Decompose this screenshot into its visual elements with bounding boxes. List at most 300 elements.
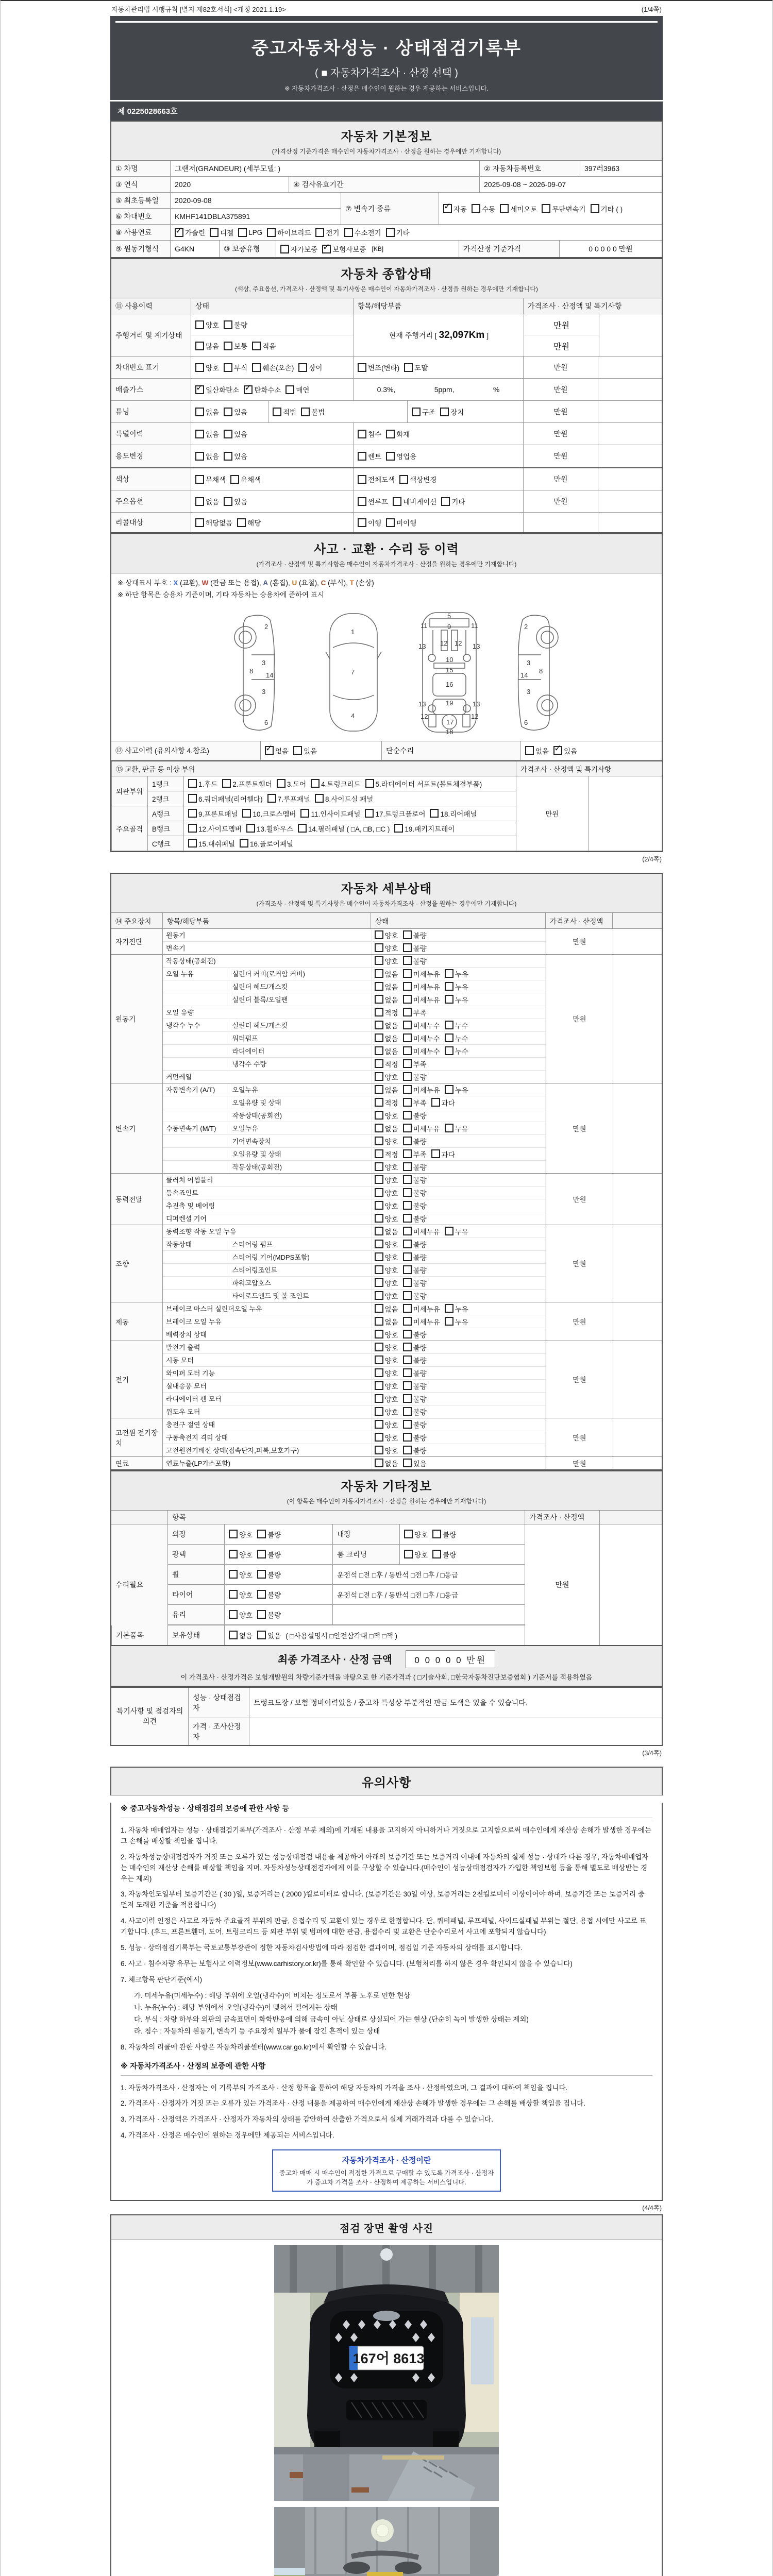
checkbox-option[interactable]: 불량 (403, 1419, 427, 1430)
checkbox-icon (445, 1304, 453, 1313)
checkbox-option[interactable]: 미세누유 (403, 994, 440, 1005)
checkbox-option[interactable]: 불량 (403, 1406, 427, 1417)
checkbox-option[interactable]: 있음 (257, 1630, 281, 1640)
svg-text:13: 13 (418, 700, 426, 708)
vin-mark-options (195, 362, 327, 372)
checkbox-option[interactable]: ✓ 자동 (443, 204, 467, 214)
checkbox-option[interactable]: 이행 (358, 517, 381, 528)
checkbox-icon (375, 1459, 383, 1467)
checkbox-option[interactable]: 없음 (375, 1033, 398, 1043)
checkbox-icon (445, 1124, 453, 1132)
checkbox-option[interactable]: 불량 (403, 1445, 427, 1455)
checkbox-icon (375, 1085, 383, 1094)
overall-status-table (110, 298, 663, 533)
checkbox-option[interactable]: 없음 (229, 1630, 253, 1640)
checkbox-option[interactable]: 없음 (195, 429, 219, 439)
checkbox-option[interactable]: 불량 (224, 319, 247, 330)
checkbox-option[interactable]: 영업용 (386, 451, 416, 461)
checkbox-icon (375, 1420, 383, 1429)
checkbox-option[interactable]: 없음 (525, 745, 549, 756)
checkbox-option[interactable]: 있음 (293, 745, 317, 756)
base-price-label: 가격산정 기준가격 (459, 241, 560, 257)
basic-info-table (110, 161, 663, 258)
notice-item: 나. 누유(누수) : 해당 부위에서 오일(냉각수)이 맺혀서 떨어지는 상태 (134, 2003, 338, 2011)
checkbox-option[interactable]: 8.사이드실 패널 (315, 793, 373, 804)
checkbox-option[interactable]: 양호 (375, 1110, 398, 1121)
checkbox-option[interactable]: 디젤 (210, 227, 233, 238)
checkbox-option[interactable]: 양호 (229, 1589, 253, 1600)
checkbox-option[interactable]: 불량 (257, 1589, 281, 1600)
checkbox-option[interactable]: 양호 (375, 1355, 398, 1365)
checkbox-option[interactable]: 부족 (403, 1149, 427, 1159)
detail-state-cell (371, 1212, 546, 1225)
checkbox-option[interactable]: 전체도색 (358, 474, 395, 484)
checkbox-option[interactable]: 양호 (229, 1549, 253, 1560)
tire-label: 타이어 (168, 1585, 225, 1604)
checkbox-icon (188, 824, 197, 833)
checkbox-option[interactable]: 미세누수 (403, 1033, 440, 1043)
checkbox-option[interactable]: 양호 (375, 1419, 398, 1430)
checkbox-option[interactable]: 18.리어패널 (430, 808, 477, 819)
checkbox-option[interactable]: 양호 (375, 1291, 398, 1301)
code-x: X (173, 579, 178, 587)
checkbox-option[interactable]: 미세누유 (403, 981, 440, 992)
checkbox-icon (375, 1072, 383, 1081)
checkbox-icon (267, 228, 276, 237)
checkbox-option[interactable]: 양호 (375, 1239, 398, 1249)
checkbox-option[interactable]: 불량 (432, 1549, 456, 1560)
checkbox-option[interactable]: 13.휠하우스 (246, 823, 293, 834)
checkbox-option[interactable]: 누유 (445, 981, 468, 992)
detail-item-category: 자동변속기 (A/T) (163, 1083, 229, 1096)
checkbox-option[interactable]: 불량 (403, 1188, 427, 1198)
group-price-unit: 만원 (546, 1174, 613, 1225)
tuning-options (195, 406, 252, 417)
detail-item-category: 오일 누유 (163, 967, 229, 980)
tire-positions: 운전석 □전 □후 / 동반석 □전 □후 / □응급 (337, 1591, 458, 1599)
checkbox-option[interactable]: 색상변경 (399, 474, 436, 484)
checkbox-option[interactable]: 무단변속기 (542, 204, 585, 214)
group-note (613, 1225, 662, 1302)
group-note (613, 1302, 662, 1341)
checkbox-option[interactable]: 없음 (195, 406, 219, 417)
checkbox-icon (403, 1420, 412, 1429)
checkbox-option[interactable]: 누유 (445, 1084, 468, 1095)
checkbox-option[interactable]: 누유 (445, 994, 468, 1005)
group-note (613, 929, 662, 954)
checkbox-option[interactable]: 19.패키지트레이 (394, 823, 455, 834)
detail-item-category: 고전원전기배선 상태(접속단자,피복,보호기구) (163, 1444, 371, 1456)
checkbox-option[interactable]: ✓ 보험사보증 (322, 244, 366, 254)
notice-item: 가. 미세누유(미세누수) : 해당 부위에 오일(냉각수)이 비치는 정도로서 부품 노후로 인한 현상 (134, 1991, 411, 1999)
checkbox-icon (188, 794, 197, 803)
checkbox-option[interactable]: 많음 (195, 341, 219, 351)
detail-row (163, 1379, 546, 1392)
photo-section-header (110, 2214, 663, 2240)
checkbox-option[interactable]: 4.트렁크리드 (311, 778, 360, 789)
detail-item-category: 등속죠인트 (163, 1186, 371, 1199)
checkbox-option[interactable]: 불량 (403, 1072, 427, 1082)
checkbox-option[interactable]: 6.쿼더패널(리어휀다) (188, 793, 263, 804)
checkbox-option[interactable]: 기타 ( ) (591, 204, 623, 214)
checkbox-option[interactable]: 양호 (375, 1381, 398, 1391)
checkbox-option[interactable]: 불량 (403, 1342, 427, 1352)
checkbox-option[interactable]: 없음 (375, 994, 398, 1005)
checkbox-option[interactable]: 부족 (403, 1007, 427, 1018)
checkbox-option[interactable]: 불량 (403, 930, 427, 940)
detail-item-category: 작동상태 (163, 1238, 229, 1250)
checkbox-option[interactable]: 양호 (229, 1609, 253, 1620)
checkbox-option[interactable]: 양호 (375, 956, 398, 966)
checkbox-option[interactable]: 누유 (445, 1123, 468, 1133)
checkbox-option[interactable]: 9.프론트패널 (188, 808, 238, 819)
checkbox-option[interactable]: 불량 (403, 1200, 427, 1211)
checkbox-option[interactable]: 불량 (403, 1110, 427, 1121)
svg-text:3: 3 (527, 658, 531, 667)
checkbox-option[interactable]: 양호 (375, 1445, 398, 1455)
checkbox-option[interactable]: 불법 (301, 406, 325, 417)
checkbox-option[interactable]: 없음 (375, 1046, 398, 1056)
checkbox-icon (240, 839, 248, 848)
checkbox-option[interactable]: 침수 (358, 429, 381, 439)
current-mileage-value: 32,097Km (439, 329, 485, 341)
checkbox-option[interactable]: 불량 (257, 1569, 281, 1580)
checkbox-option[interactable]: 불량 (403, 943, 427, 953)
checkbox-icon (403, 1149, 412, 1158)
checkbox-option[interactable]: 수소전기 (344, 227, 381, 238)
code-a: A (263, 579, 268, 587)
checkbox-option[interactable]: 적법 (273, 406, 296, 417)
checkbox-option[interactable]: 기타 (441, 496, 465, 506)
checkbox-option[interactable]: 있음 (224, 451, 247, 461)
checkbox-option[interactable]: 양호 (375, 1432, 398, 1443)
notice-item: 1. 자동차 매매업자는 성능 · 상태점검기록부(가격조사 · 산정 부분 제외)에 기재된 내용을 고지하지 아니하거나 거짓으로 고지함으로써 매수인에게 재산상 손해가 발생한 경우에는 그 손해를 배상할 책임을 집니다. (121, 1826, 652, 1845)
checkbox-icon (403, 1459, 412, 1467)
checkbox-option[interactable]: ✓ 탄화수소 (244, 384, 281, 395)
car-name-label: ① 차명 (111, 161, 171, 176)
checkbox-option[interactable]: 불량 (403, 956, 427, 966)
checkbox-option[interactable]: 미세누수 (403, 1020, 440, 1030)
detail-item-category: 윈도우 모터 (163, 1405, 371, 1418)
checkbox-option[interactable]: 불량 (403, 1239, 427, 1249)
checkbox-icon (553, 746, 562, 755)
checkbox-option[interactable]: 없음 (375, 981, 398, 992)
checkbox-option[interactable]: 누유 (445, 1226, 468, 1236)
detail-item-part: 작동상태(공회전) (229, 1160, 371, 1173)
checkbox-option[interactable]: 없음 (375, 1020, 398, 1030)
checkbox-option[interactable]: 양호 (375, 1368, 398, 1378)
checkbox-option[interactable]: 양호 (375, 943, 398, 953)
detail-row (163, 1341, 546, 1354)
checkbox-icon (404, 363, 413, 372)
checkbox-icon (375, 1433, 383, 1442)
checkbox-option[interactable]: 상이 (298, 362, 322, 372)
checkbox-option[interactable]: 전기 (315, 227, 339, 238)
checkbox-option[interactable]: 불량 (403, 1432, 427, 1443)
checkbox-option[interactable]: 불량 (257, 1549, 281, 1560)
detail-state-cell (371, 1250, 545, 1263)
checkbox-option[interactable]: 없음 (375, 1316, 398, 1327)
checkbox-option[interactable]: 미이행 (386, 517, 416, 528)
warranty-options (280, 244, 371, 254)
checkbox-option[interactable]: 불량 (403, 1213, 427, 1224)
checkbox-icon (365, 809, 374, 818)
checkbox-icon (375, 969, 383, 978)
checkbox-icon (403, 1085, 412, 1094)
notice-item: 4. 가격조사 · 산정은 매수인이 원하는 경우에만 제공되는 서비스입니다. (121, 2131, 334, 2140)
checkbox-option[interactable]: 있음 (224, 429, 247, 439)
checkbox-icon (403, 943, 412, 952)
detail-item-category: 동력조향 작동 오일 누유 (163, 1225, 371, 1238)
svg-text:12: 12 (440, 639, 448, 647)
checkbox-option[interactable]: 네비게이션 (393, 496, 436, 506)
checkbox-option[interactable]: 7.루프패널 (267, 793, 310, 804)
detail-state-cell (371, 1315, 546, 1328)
detail-state-cell (371, 1418, 545, 1431)
checkbox-option[interactable]: 불량 (403, 1329, 427, 1340)
detail-status-table (110, 913, 663, 1470)
checkbox-option[interactable]: 적음 (252, 341, 276, 351)
checkbox-option[interactable]: 불량 (403, 1175, 427, 1185)
emission-options (195, 384, 314, 395)
checkbox-option[interactable]: 무채색 (195, 474, 226, 484)
checkbox-option[interactable]: 없음 (195, 496, 219, 506)
document-number: 제 0225028663호 (110, 100, 663, 121)
checkbox-option[interactable]: 있음 (224, 406, 247, 417)
checkbox-option[interactable]: 양호 (375, 1162, 398, 1172)
rank-note (589, 776, 662, 851)
checkbox-option[interactable]: 불량 (257, 1529, 281, 1539)
checkbox-option[interactable]: 양호 (375, 1394, 398, 1404)
checkbox-option[interactable]: 불량 (403, 1368, 427, 1378)
checkbox-option[interactable]: 누수 (445, 1020, 468, 1030)
price-unit: 만원 (524, 357, 598, 378)
device-label: 원동기 (111, 955, 163, 1083)
checkbox-option[interactable]: 16.플로어패널 (240, 838, 293, 849)
checkbox-option[interactable]: 과다 (431, 1097, 455, 1108)
group-price-unit: 만원 (546, 1457, 613, 1469)
checkbox-option[interactable]: 양호 (404, 1529, 428, 1539)
checkbox-option[interactable]: 양호 (375, 1329, 398, 1340)
checkbox-option[interactable]: 수동 (472, 204, 495, 214)
checkbox-option[interactable]: 미세누유 (403, 1123, 440, 1133)
checkbox-icon (375, 1111, 383, 1120)
rank-price-unit: 만원 (516, 776, 589, 851)
checkbox-option[interactable]: 불량 (403, 1162, 427, 1172)
checkbox-icon (403, 1072, 412, 1081)
checkbox-option[interactable]: 적정 (375, 1149, 398, 1159)
detail-group (111, 1225, 662, 1302)
checkbox-option[interactable]: 5.라디에이터 서포트(볼트체결부품) (365, 778, 482, 789)
checkbox-option[interactable]: 양호 (375, 1406, 398, 1417)
mileage-label: 주행거리 및 계기상태 (111, 314, 191, 356)
checkbox-option[interactable]: ✓ 없음 (265, 745, 289, 756)
detail-row (163, 1134, 546, 1147)
checkbox-icon (375, 1278, 383, 1287)
checkbox-option[interactable]: 없음 (375, 969, 398, 979)
simple-repair-label: 단순수리 (382, 741, 521, 760)
checkbox-option[interactable]: 미세누유 (403, 969, 440, 979)
checkbox-option[interactable]: 미세누수 (403, 1046, 440, 1056)
checkbox-option[interactable]: 불량 (403, 1355, 427, 1365)
checkbox-option[interactable]: 양호 (375, 1175, 398, 1185)
checkbox-option[interactable]: 미세누유 (403, 1316, 440, 1327)
checkbox-option[interactable]: 매연 (285, 384, 309, 395)
detail-item-part: 라디에이터 (229, 1044, 371, 1057)
checkbox-option[interactable]: 변조(변타) (358, 362, 399, 372)
checkbox-option[interactable]: 1.후드 (188, 778, 217, 789)
checkbox-option[interactable]: 없음 (195, 451, 219, 461)
checkbox-option[interactable]: 양호 (375, 1213, 398, 1224)
checkbox-icon (375, 1381, 383, 1390)
checkbox-option[interactable]: 도말 (404, 362, 428, 372)
checkbox-option[interactable]: 15.대쉬패널 (188, 838, 235, 849)
checkbox-icon (403, 1214, 412, 1223)
checkbox-option[interactable]: 해당없음 (195, 517, 232, 528)
checkbox-icon (403, 1124, 412, 1132)
checkbox-option[interactable]: 적정 (375, 1007, 398, 1018)
wheel-label: 휠 (168, 1565, 225, 1584)
checkbox-option[interactable]: 양호 (375, 1278, 398, 1288)
checkbox-option[interactable]: 12.사이드멤버 (188, 823, 242, 834)
checkbox-option[interactable]: 17.트렁크플로어 (365, 808, 425, 819)
car-diagram (111, 605, 662, 741)
checkbox-option[interactable]: 불량 (403, 1381, 427, 1391)
checkbox-icon (375, 1227, 383, 1235)
checkbox-option[interactable]: 해당 (237, 517, 261, 528)
checkbox-option[interactable]: 양호 (375, 1136, 398, 1146)
checkbox-option[interactable]: 양호 (375, 930, 398, 940)
checkbox-option[interactable]: 양호 (375, 1072, 398, 1082)
year-value: 2020 (171, 177, 289, 192)
checkbox-option[interactable]: 불량 (403, 1291, 427, 1301)
detail-state-cell (371, 1444, 545, 1456)
checkbox-option[interactable]: 미세누유 (403, 1084, 440, 1095)
checkbox-option[interactable]: 11.인사이드패널 (300, 808, 360, 819)
checkbox-icon (224, 342, 232, 350)
checkbox-option[interactable]: 양호 (375, 1252, 398, 1262)
checkbox-option[interactable]: 불량 (403, 1136, 427, 1146)
checkbox-option[interactable]: 불량 (403, 1252, 427, 1262)
checkbox-option[interactable]: 불량 (403, 1265, 427, 1275)
checkbox-option[interactable]: 유채색 (230, 474, 261, 484)
outer-panel-label: 외판부위 (112, 776, 148, 806)
checkbox-option[interactable]: 불량 (432, 1529, 456, 1539)
checkbox-option[interactable]: 세미오토 (500, 204, 537, 214)
checkbox-option[interactable]: 장치 (440, 406, 464, 417)
checkbox-option[interactable]: 누유 (445, 1303, 468, 1314)
checkbox-option[interactable]: 구조 (412, 406, 435, 417)
group-price-unit: 만원 (546, 1083, 613, 1173)
svg-text:16: 16 (446, 680, 453, 688)
opinion-label: 특기사항 및 점검자의 의견 (111, 1688, 189, 1745)
color-change-options (358, 474, 441, 484)
detail-state-cell (371, 1405, 546, 1418)
checkbox-option[interactable]: 있음 (224, 496, 247, 506)
checkbox-option[interactable]: 없음 (375, 1458, 398, 1468)
detail-row (163, 1083, 546, 1096)
checkbox-option[interactable]: 없음 (375, 1084, 398, 1095)
checkbox-option[interactable]: 10.크로스멤버 (242, 808, 296, 819)
checkbox-option[interactable]: 누수 (445, 1046, 468, 1056)
checkbox-option[interactable]: 불량 (403, 1394, 427, 1404)
checkbox-option[interactable]: 훼손(오손) (252, 362, 294, 372)
checkbox-option[interactable]: 양호 (195, 362, 219, 372)
checkbox-option[interactable]: 양호 (229, 1569, 253, 1580)
photo-section-title: 점검 장면 촬영 사진 (339, 2223, 434, 2235)
checkbox-option[interactable]: ✓ 가솔린 (175, 227, 205, 238)
checkbox-option[interactable]: 없음 (375, 1123, 398, 1133)
checkbox-icon (375, 1343, 383, 1351)
checkbox-option[interactable]: 양호 (375, 1188, 398, 1198)
checkbox-icon (403, 1021, 412, 1029)
checkbox-option[interactable]: 부족 (403, 1097, 427, 1108)
checkbox-option[interactable]: ✓ 있음 (553, 745, 577, 756)
checkbox-option[interactable]: 화재 (386, 429, 410, 439)
checkbox-option[interactable]: 미세누유 (403, 1303, 440, 1314)
checkbox-option[interactable]: LPG (238, 228, 262, 237)
checkbox-option[interactable]: 양호 (375, 1342, 398, 1352)
checkbox-option[interactable]: 미세누유 (403, 1226, 440, 1236)
checkbox-option[interactable]: 누유 (445, 1316, 468, 1327)
detail-item-category: 브레이크 마스터 실린더오일 누유 (163, 1302, 371, 1315)
checkbox-option[interactable]: 보통 (224, 341, 247, 351)
checkbox-option[interactable]: 양호 (404, 1549, 428, 1560)
checkbox-option[interactable]: 불량 (257, 1609, 281, 1620)
detail-row (163, 1238, 546, 1250)
checkbox-option[interactable]: 적정 (375, 1059, 398, 1069)
checkbox-option[interactable]: 부족 (403, 1059, 427, 1069)
checkbox-icon (443, 204, 452, 213)
svg-text:15: 15 (446, 666, 453, 674)
checkbox-option[interactable]: 없음 (375, 1303, 398, 1314)
detail-state-cell (371, 1122, 546, 1134)
checkbox-option[interactable]: 양호 (229, 1529, 253, 1539)
checkbox-option[interactable]: 자가보증 (280, 244, 317, 254)
checkbox-option[interactable]: 기타 (386, 227, 410, 238)
price-unit: 만원 (524, 490, 598, 512)
checkbox-option[interactable]: 불량 (403, 1278, 427, 1288)
vin-mark-options-2 (358, 362, 432, 372)
rankC-items (188, 838, 512, 849)
checkbox-option[interactable]: 하이브리드 (267, 227, 311, 238)
checkbox-option[interactable]: 14.필러패널 ( □A, □B, □C ) (298, 823, 390, 834)
checkbox-option[interactable]: 썬루프 (358, 496, 388, 506)
checkbox-option[interactable]: 누유 (445, 969, 468, 979)
checkbox-option[interactable]: 과다 (431, 1149, 455, 1159)
checkbox-option[interactable]: 부식 (224, 362, 247, 372)
checkbox-option[interactable]: 양호 (375, 1200, 398, 1211)
detail-item-part: 스티어링 기어(MDPS포함) (229, 1250, 371, 1263)
checkbox-option[interactable]: 렌트 (358, 451, 381, 461)
checkbox-option[interactable]: 2.프론트휀더 (222, 778, 272, 789)
checkbox-option[interactable]: 적정 (375, 1097, 398, 1108)
detail-item-category: 연료누출(LP가스포함) (163, 1457, 371, 1469)
checkbox-option[interactable]: 양호 (375, 1265, 398, 1275)
checkbox-option[interactable]: 있음 (403, 1458, 427, 1468)
checkbox-icon (375, 1059, 383, 1068)
detail-state-cell (371, 1353, 546, 1366)
detail-state-cell (371, 1431, 545, 1444)
svg-text:7: 7 (351, 668, 355, 676)
checkbox-option[interactable]: ✓ 일산화탄소 (195, 384, 239, 395)
checkbox-option[interactable]: 누수 (445, 1033, 468, 1043)
checkbox-option[interactable]: 없음 (375, 1226, 398, 1236)
checkbox-option[interactable]: 양호 (195, 319, 219, 330)
checkbox-icon (246, 824, 255, 833)
notice-item: 2. 자동차성능상태점검자가 거짓 또는 오류가 있는 성능상태점검 내용을 제공하여 아래의 보증기간 또는 보증거리 이내에 자동차의 실제 성능 · 상태가 다른 경우, 자동차매매업자는 매수인의 재산상 손해를 배상할 책임을 지며, 자동차성능상태점검자에게 이를 구상할 수 있습니다.(매수인이 성능상태점검자가 가입한 책임보험 등을 통해 별도로 배상받는 경우는 제외) (121, 1853, 649, 1883)
checkbox-option[interactable]: 3.도어 (277, 778, 306, 789)
